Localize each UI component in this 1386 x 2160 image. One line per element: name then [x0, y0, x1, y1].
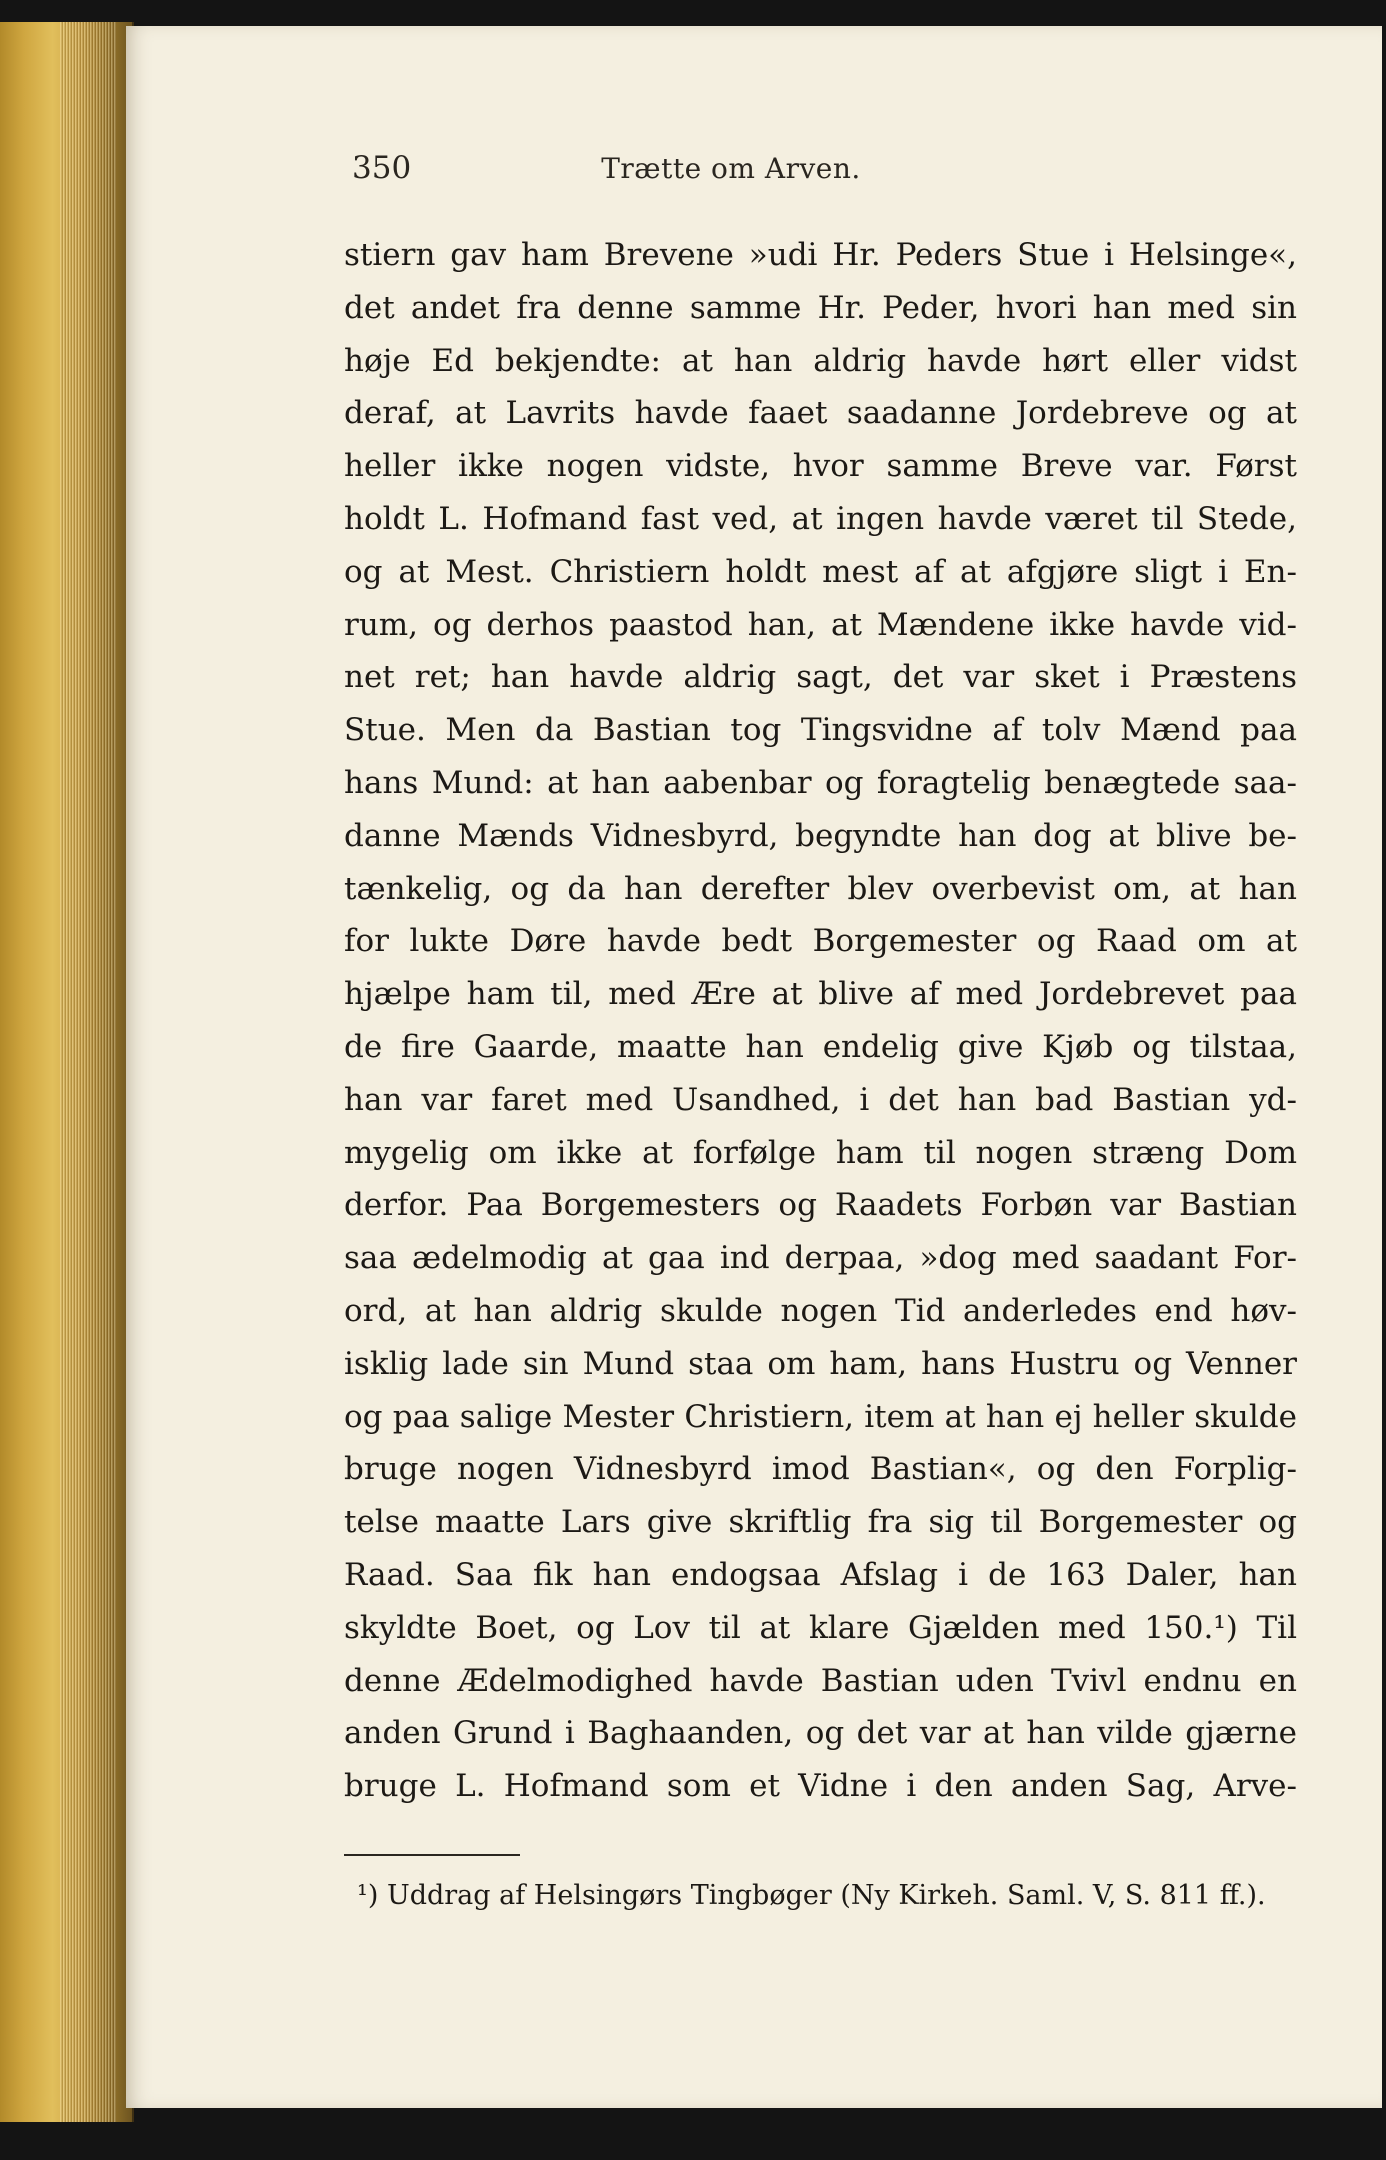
text-line: heller ikke nogen vidste, hvor samme Breve var. Først: [344, 448, 1297, 485]
text-line: hjælpe ham til, med Ære at blive af med Jordebrevet paa: [344, 976, 1297, 1013]
text-line: Stue. Men da Bastian tog Tingsvidne af tolv Mænd paa: [344, 712, 1297, 749]
text-line: net ret; han havde aldrig sagt, det var sket i Præstens: [344, 659, 1297, 696]
book-page-edge: [0, 22, 134, 2122]
text-line: de fire Gaarde, maatte han endelig give Kjøb og tilstaa,: [344, 1028, 1297, 1065]
footnote-divider: [344, 1854, 520, 1856]
text-line: skyldte Boet, og Lov til at klare Gjælden med 150.¹) Til: [344, 1609, 1297, 1646]
text-line: stiern gav ham Brevene »udi Hr. Peders Stue i Helsinge«,: [344, 237, 1297, 273]
page-number: 350: [352, 150, 412, 186]
text-line: saa ædelmodig at gaa ind derpaa, »dog med saadant For-: [344, 1240, 1297, 1277]
text-line: mygelig om ikke at forfølge ham til nogen stræng Dom: [344, 1134, 1297, 1171]
text-line: hans Mund: at han aabenbar og foragtelig benægtede saa-: [344, 764, 1297, 801]
text-line: og at Mest. Christiern holdt mest af at afgjøre sligt i En-: [344, 553, 1297, 590]
body-text: [344, 229, 1297, 1813]
text-line: bruge nogen Vidnesbyrd imod Bastian«, og den Forplig-: [344, 1451, 1297, 1488]
text-line: derfor. Paa Borgemesters og Raadets Forbøn var Bastian: [344, 1187, 1297, 1224]
footnote: ¹) Uddrag af Helsingørs Tingbøger (Ny Kirkeh. Saml. V, S. 811 ff.).: [357, 1880, 1266, 1911]
text-line: anden Grund i Baghaanden, og det var at han vilde gjærne: [344, 1715, 1297, 1752]
text-line: ord, at han aldrig skulde nogen Tid anderledes end høv-: [344, 1292, 1297, 1329]
text-line: og paa salige Mester Christiern, item at han ej heller skulde: [344, 1398, 1297, 1435]
text-line: danne Mænds Vidnesbyrd, begyndte han dog at blive be-: [344, 817, 1297, 854]
text-line: deraf, at Lavrits havde faaet saadanne Jordebreve og at: [344, 395, 1297, 432]
text-line: denne Ædelmodighed havde Bastian uden Tvivl endnu en: [344, 1662, 1297, 1699]
text-line: det andet fra denne samme Hr. Peder, hvori han med sin: [344, 289, 1297, 326]
text-line: Raad. Saa fik han endogsaa Afslag i de 163 Daler, han: [344, 1556, 1297, 1593]
text-line: bruge L. Hofmand som et Vidne i den anden Sag, Arve-: [344, 1768, 1297, 1805]
text-line: han var faret med Usandhed, i det han bad Bastian yd-: [344, 1081, 1297, 1118]
text-line: holdt L. Hofmand fast ved, at ingen havde været til Stede,: [344, 500, 1297, 537]
text-line: tænkelig, og da han derefter blev overbevist om, at han: [344, 870, 1297, 907]
text-line: isklig lade sin Mund staa om ham, hans Hustru og Venner: [344, 1345, 1297, 1382]
page-header: [226, 150, 1236, 198]
text-line: telse maatte Lars give skriftlig fra sig til Borgemester og: [344, 1504, 1297, 1541]
running-title: Trætte om Arven.: [601, 152, 861, 185]
text-line: rum, og derhos paastod han, at Mændene ikke havde vid-: [344, 606, 1297, 643]
text-line: høje Ed bekjendte: at han aldrig havde hørt eller vidst: [344, 342, 1297, 379]
text-line: for lukte Døre havde bedt Borgemester og Raad om at: [344, 923, 1297, 960]
